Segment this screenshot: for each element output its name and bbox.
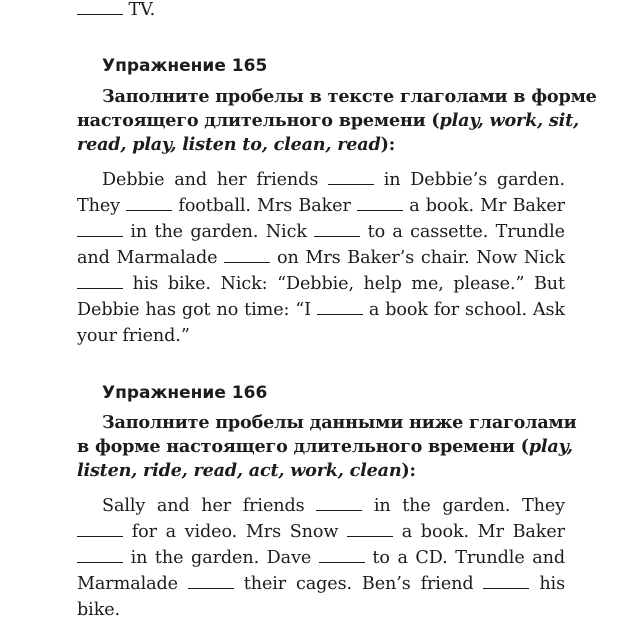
exercise-165-instruction-line: read, play, listen to, clean, read): (77, 134, 396, 155)
blank (357, 209, 403, 211)
exercise-166-text-line: Sally and her friends in the garden. They (102, 496, 566, 516)
blank (317, 313, 363, 315)
exercise-166-title: Упражнение 166 (102, 383, 268, 403)
blank (319, 561, 365, 563)
exercise-165-text-line: They football. Mrs Baker a book. Mr Baker (77, 196, 565, 216)
exercise-165-text-line: his bike. Nick: “Debbie, help me, please.” But (77, 274, 565, 294)
blank (77, 561, 123, 563)
exercise-165-text-line: and Marmalade on Mrs Baker’s chair. Now Nick (77, 248, 565, 268)
exercise-165-instruction-line: Заполните пробелы в тексте глаголами в форме (102, 86, 597, 107)
blank (77, 235, 123, 237)
top-line (77, 0, 565, 20)
blank (224, 261, 270, 263)
top-tv-text: TV. (128, 0, 156, 20)
blank (188, 587, 234, 589)
exercise-165-title: Упражнение 165 (102, 56, 268, 76)
exercise-166-instruction-line: listen, ride, read, act, work, clean): (77, 460, 416, 481)
blank (314, 235, 360, 237)
blank (126, 209, 172, 211)
exercise-165-text-line: your friend.” (77, 326, 190, 346)
blank (77, 13, 123, 15)
exercise-166-text-line: Marmalade their cages. Ben’s friend his (77, 574, 566, 594)
blank (316, 509, 362, 511)
exercise-166-text-line: in the garden. Dave to a CD. Trundle and (77, 548, 565, 568)
blank (483, 587, 529, 589)
exercise-165-instruction-line: настоящего длительного времени (play, work, sit, (77, 110, 579, 131)
blank (77, 287, 123, 289)
exercise-165-text-line: in the garden. Nick to a cassette. Trundle (77, 222, 565, 242)
blank (328, 183, 374, 185)
exercise-166-text-line: for a video. Mrs Snow a book. Mr Baker (77, 522, 565, 542)
exercise-166-text-line: bike. (77, 600, 121, 620)
exercise-165-text-line: Debbie and her friends in Debbie’s garden. (102, 170, 565, 190)
exercise-165-text-line: Debbie has got no time: “I a book for school. Ask (77, 300, 565, 320)
exercise-166-instruction-line: в форме настоящего длительного времени (play, (77, 436, 573, 457)
exercise-166-instruction-line: Заполните пробелы данными ниже глаголами (102, 412, 577, 433)
blank (347, 535, 393, 537)
blank (77, 535, 123, 537)
